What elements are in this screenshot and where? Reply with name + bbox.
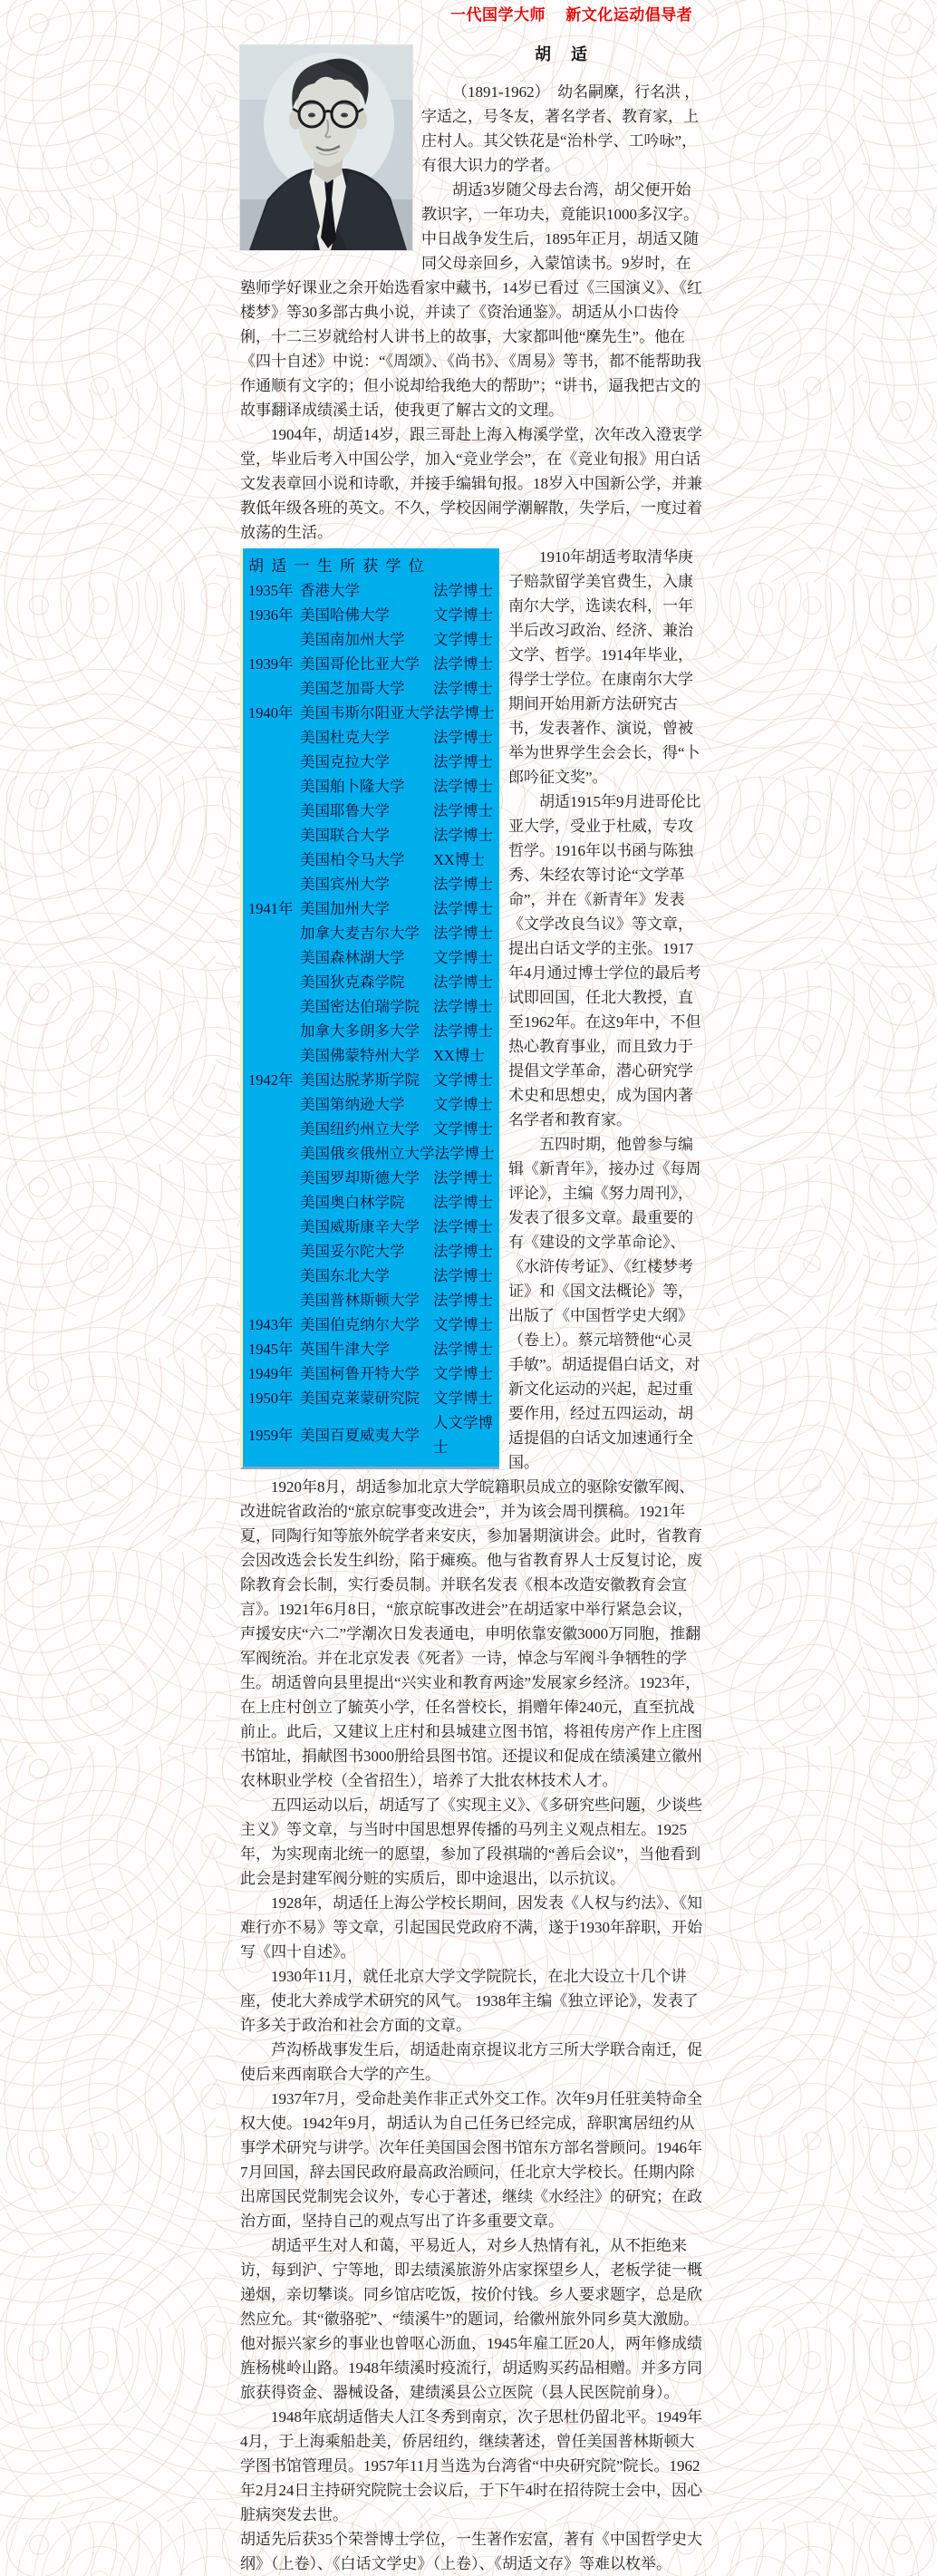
degree-university: 美国俄亥俄州立大学 bbox=[300, 1145, 435, 1162]
degree-year: 1942年 bbox=[248, 1071, 294, 1089]
degree-row bbox=[248, 603, 499, 627]
degree-title: 法学博士 bbox=[433, 778, 493, 795]
portrait-illustration bbox=[240, 45, 412, 250]
degree-title: 文学博士 bbox=[433, 631, 493, 648]
degree-year: 1935年 bbox=[248, 582, 294, 599]
degree-row bbox=[248, 847, 499, 872]
degree-row bbox=[248, 1288, 499, 1312]
degree-title: 法学博士 bbox=[433, 998, 493, 1015]
degree-university: 加拿大多朗多大学 bbox=[300, 1022, 420, 1040]
degree-row bbox=[248, 701, 499, 725]
article bbox=[240, 42, 702, 2576]
degree-university: 美国南加州大学 bbox=[300, 631, 405, 648]
degree-year: 1939年 bbox=[248, 655, 294, 673]
degree-row bbox=[248, 1386, 499, 1410]
degree-row bbox=[248, 1043, 499, 1068]
degree-title: 法学博士 bbox=[433, 655, 493, 673]
paragraph: 芦沟桥战事发生后，胡适赴南京提议北方三所大学联合南迁，促使后来西南联合大学的产生。 bbox=[240, 2041, 702, 2083]
degree-row bbox=[248, 1166, 499, 1190]
degree-university: 美国宾州大学 bbox=[300, 876, 390, 893]
degree-university: 美国普林斯顿大学 bbox=[300, 1292, 420, 1309]
degree-university: 美国舶卜隆大学 bbox=[300, 778, 405, 795]
degree-title: 法学博士 bbox=[433, 729, 493, 746]
degree-title: 法学博士 bbox=[433, 1292, 493, 1309]
degree-title: XX博士 bbox=[433, 1047, 485, 1064]
degree-year: 1950年 bbox=[248, 1390, 294, 1407]
degree-university: 美国妥尔陀大学 bbox=[300, 1243, 405, 1260]
degrees-table-header: 胡 适 一 生 所 获 学 位 bbox=[248, 557, 426, 575]
degree-row bbox=[248, 872, 499, 896]
degree-row bbox=[248, 1068, 499, 1092]
degree-row bbox=[248, 1337, 499, 1361]
degree-row bbox=[248, 1264, 499, 1288]
paragraph: 胡适3岁随父母去台湾，胡父便开始教识字，一年功夫，竟能识1000多汉字。中日战争发生后，1895年正月，胡适又随同父母亲回乡，入蒙馆读书。9岁时，在塾师学好课业之余开始选看家中藏书，14岁已看过《三国演义》、《红楼梦》等30多部古典小说，并读了《资治通鉴》。胡适从小口齿伶俐，十二三岁就给村人讲书上的故事，大家都叫他“穈先生”。他在《四十自述》中说：“《周颂》、《尚书》、《周易》等书，都不能帮助我作通顺有文字的；但小说却给我绝大的帮助”；“讲书，逼我把古文的故事翻译成绩溪土话，使我更了解古文的文理。 bbox=[240, 181, 702, 419]
paragraph: 胡适平生对人和蔼，平易近人，对乡人热情有礼，从不拒绝来访，每到沪、宁等地，即去绩溪旅游外店家探望乡人，老板学徒一概递烟，亲切攀谈。同乡馆店吃饭，按价付钱。乡人要求题字，总是欣然应允。其“徽骆驼”、“绩溪牛”的题词，给徽州旅外同乡莫大激励。他对振兴家乡的事业也曾呕心沥血，1945年雇工匠20人，两年修成绩旌杨桃岭山路。1948年绩溪时疫流行，胡适购买药品相赠。并多方同旅获得资金、器械设备，建绩溪县公立医院（县人民医院前身）。 bbox=[240, 2237, 702, 2401]
degree-title: 法学博士 bbox=[433, 753, 493, 770]
paragraph: 五四时期，他曾参与编辑《新青年》，接办过《每周评论》，主编《努力周刊》，发表了很多文章。最重要的有《建设的文学革命论》、《水浒传考证》、《红楼梦考证》和《国文法概论》等，出版了《中国哲学史大纲》（卷上）。蔡元培赞他“心灵手敏”。胡适提倡白话文，对新文化运动的兴起，起过重要作用，经过五四运动，胡适提倡的白话文加速通行全国。 bbox=[508, 1136, 701, 1471]
degree-title: 文学博士 bbox=[433, 606, 493, 624]
paragraph: 1928年，胡适任上海公学校长期间，因发表《人权与约法》、《知难行亦不易》等文章，引起国民党政府不满，遂于1930年辞职，开始写《四十自述》。 bbox=[240, 1894, 702, 1961]
person-name-heading: 胡 适 bbox=[535, 45, 589, 63]
degree-row bbox=[248, 896, 499, 921]
degree-year: 1945年 bbox=[248, 1341, 294, 1358]
degree-title: 法学博士 bbox=[433, 1194, 493, 1211]
degree-row bbox=[248, 970, 499, 994]
degree-title: 法学博士 bbox=[433, 925, 493, 942]
degree-row bbox=[248, 750, 499, 774]
degree-university: 美国狄克森学院 bbox=[300, 973, 405, 991]
degree-university: 香港大学 bbox=[300, 582, 360, 599]
degree-row bbox=[248, 1239, 499, 1264]
degree-year: 1940年 bbox=[248, 704, 294, 721]
paragraph: 1930年11月，就任北京大学文学院院长，在北大设立十几个讲座，使北大养成学术研究的风气。 1938年主编《独立评论》，发表了许多关于政治和社会方面的文章。 bbox=[240, 1968, 699, 2034]
degree-university: 美国芝加哥大学 bbox=[300, 680, 405, 697]
degree-university: 美国柯鲁开特大学 bbox=[300, 1365, 420, 1382]
degree-university: 美国第纳逊大学 bbox=[300, 1096, 405, 1113]
degree-university: 美国森林湖大学 bbox=[300, 949, 405, 966]
degree-title: 文学博士 bbox=[433, 1365, 493, 1382]
degree-university: 美国柏令马大学 bbox=[300, 851, 405, 868]
degree-row bbox=[248, 1410, 499, 1459]
degree-row bbox=[248, 945, 499, 970]
degree-row bbox=[248, 774, 499, 799]
degree-university: 美国奥白林学院 bbox=[300, 1194, 405, 1211]
degrees-table-rows bbox=[248, 578, 499, 1459]
degree-title: 文学博士 bbox=[433, 1071, 493, 1089]
degree-title: 法学博士 bbox=[433, 1169, 493, 1186]
degree-title: XX博士 bbox=[433, 851, 485, 868]
degree-university: 美国加州大学 bbox=[300, 900, 390, 917]
degree-university: 美国纽约州立大学 bbox=[300, 1120, 420, 1138]
degree-university: 英国牛津大学 bbox=[300, 1341, 390, 1358]
degree-year: 1936年 bbox=[248, 606, 294, 624]
degree-year: 1943年 bbox=[248, 1316, 294, 1333]
hu-shih-photo bbox=[240, 45, 412, 250]
degree-row bbox=[248, 799, 499, 823]
paragraph: （1891-1962） 幼名嗣穈，行名洪 ，字适之，号冬友，著名学者、教育家，上庄村人。其父铁花是“治朴学、工吟咏”，有很大识力的学者。 bbox=[421, 83, 700, 174]
degree-title: 法学博士 bbox=[433, 876, 493, 893]
degree-university: 美国耶鲁大学 bbox=[300, 802, 390, 819]
degree-year: 1941年 bbox=[248, 900, 294, 917]
paragraph: 1910年胡适考取清华庚子赔款留学美官费生，入康南尔大学，选读农科，一年半后改习政治、经济、兼治文学、哲学。1914年毕业，得学士学位。在康南尔大学期间开始用新方法研究古书，发表著作、演说，曾被举为世界学生会会长，得“卜郎吟征文奖”。 bbox=[508, 548, 700, 786]
degree-year: 1949年 bbox=[248, 1365, 294, 1382]
degree-university: 美国罗却斯德大学 bbox=[300, 1169, 420, 1186]
degree-title: 法学博士 bbox=[434, 704, 495, 721]
degree-university: 美国哈佛大学 bbox=[300, 606, 390, 624]
degree-university: 美国杜克大学 bbox=[300, 729, 390, 746]
degree-university: 美国密达伯瑞学院 bbox=[300, 998, 420, 1015]
degree-row bbox=[248, 1361, 499, 1386]
paragraph: 五四运动以后，胡适写了《实现主义》、《多研究些问题，少谈些主义》等文章，与当时中国思想界传播的马列主义观点相左。1925年，为实现南北统一的愿望，参加了段祺瑞的“善后会议”，当他看到此会是封建军阀分赃的实质后，即中途退出，以示抗议。 bbox=[240, 1796, 702, 1887]
degree-row bbox=[248, 823, 499, 847]
degree-title: 文学博士 bbox=[433, 1096, 493, 1113]
degree-title: 法学博士 bbox=[433, 1218, 493, 1235]
degree-title: 法学博士 bbox=[433, 973, 493, 991]
degree-row bbox=[248, 1117, 499, 1141]
degree-row bbox=[248, 994, 499, 1019]
page-title: 一代国学大师 新文化运动倡导者 bbox=[450, 6, 693, 24]
paragraph: 1948年底胡适偕夫人江冬秀到南京，次子思杜仍留北平。1949年4月，于上海乘船赴美，侨居纽约，继续著述，曾任美国普林斯顿大学图书馆管理员。1957年11月当选为台湾省“中央研究院”院长。1962年2月24日主持研究院院士会议后，于下午4时在招待院士会中，因心脏病突发去世。 bbox=[240, 2408, 702, 2523]
degree-university: 加拿大麦吉尔大学 bbox=[300, 925, 420, 942]
degree-title: 法学博士 bbox=[434, 1145, 495, 1162]
degree-row bbox=[248, 1215, 499, 1239]
degree-university: 美国百夏威夷大学 bbox=[300, 1426, 420, 1444]
degree-title: 文学博士 bbox=[433, 1120, 493, 1138]
degree-university: 美国伯克纳尔大学 bbox=[300, 1316, 420, 1333]
paragraph: 胡适1915年9月进哥伦比亚大学，受业于杜威，专攻哲学。1916年以书函与陈独秀、朱经农等讨论“文学革命”，并在《新青年》发表《文学改良刍议》等文章，提出白话文学的主张。1917年4月通过博士学位的最后考试即回国，任北大教授，直至1962年。在这9年中，不但热心教育事业，而且致力于提倡文学革命，潜心研究学术史和思想史，成为国内著名学者和教育家。 bbox=[508, 793, 701, 1128]
degree-university: 美国克拉大学 bbox=[300, 753, 390, 770]
degree-title: 法学博士 bbox=[433, 1022, 493, 1040]
degree-row bbox=[248, 627, 499, 652]
degree-row bbox=[248, 578, 499, 603]
degree-title: 文学博士 bbox=[433, 949, 493, 966]
degree-university: 美国威斯康辛大学 bbox=[300, 1218, 420, 1235]
degree-university: 美国达脱茅斯学院 bbox=[300, 1071, 420, 1089]
degree-title: 文学博士 bbox=[433, 1316, 493, 1333]
degree-row bbox=[248, 921, 499, 945]
degree-university: 美国佛蒙特州大学 bbox=[300, 1047, 420, 1064]
paragraph: 1904年，胡适14岁，跟三哥赴上海入梅溪学堂，次年改入澄衷学堂，毕业后考入中国公学，加入“竞业学会”，在《竞业旬报》用白话文发表章回小说和诗歌，并接手编辑旬报。18岁入中国新公学，并兼教低年级各班的英文。不久，学校因闹学潮解散，失学后，一度过着放荡的生活。 bbox=[240, 426, 702, 541]
degree-row bbox=[248, 676, 499, 701]
degree-row bbox=[248, 1092, 499, 1117]
degree-title: 法学博士 bbox=[433, 827, 493, 844]
degree-university: 美国韦斯尔阳亚大学 bbox=[300, 704, 435, 721]
degree-title: 法学博士 bbox=[433, 1243, 493, 1260]
degrees-table bbox=[240, 548, 499, 1469]
degree-title: 文学博士 bbox=[433, 1390, 493, 1407]
degree-year: 1959年 bbox=[248, 1426, 294, 1444]
degree-row bbox=[248, 652, 499, 676]
degree-title: 法学博士 bbox=[433, 1341, 493, 1358]
degree-row bbox=[248, 725, 499, 750]
degree-title: 法学博士 bbox=[433, 582, 493, 599]
paragraph: 1937年7月，受命赴美作非正式外交工作。次年9月任驻美特命全权大使。1942年9月，胡适认为自己任务已经完成，辞职寓居纽约从事学术研究与讲学。次年任美国国会图书馆东方部名誉顾问。1946年7月回国，辞去国民政府最高政治顾问，任北京大学校长。任期内除出席国民党制宪会议外，专心于著述，继续《水经注》的研究；在政治方面，坚持自己的观点写出了许多重要文章。 bbox=[240, 2090, 702, 2230]
page-content bbox=[240, 0, 702, 2576]
degree-row bbox=[248, 1141, 499, 1166]
paragraph: 1920年8月，胡适参加北京大学皖籍职员成立的驱除安徽军阀、改进皖省政治的“旅京皖事变改进会”，并为该会周刊撰稿。1921年夏，同陶行知等旅外皖学者来安庆，参加暑期演讲会。此时，省教育会因改选会长发生纠纷，陷于瘫痪。他与省教育界人士反复讨论，废除教育会长制，实行委员制。并联名发表《根本改造安徽教育会宣言》。1921年6月8日，“旅京皖事改进会”在胡适家中举行紧急会议，声援安庆“六二”学潮次日发表通电，申明依靠安徽3000万同胞，推翻军阀统治。并在北京发表《死者》一诗，悼念与军阀斗争牺牲的学生。胡适曾向县里提出“兴实业和教育两途”发展家乡经济。1923年，在上庄村创立了毓英小学，任名誉校长，捐赠年俸240元，直至抗战前止。此后，又建议上庄村和县城建立图书馆，将祖传房产作上庄图书馆址，捐献图书3000册给县图书馆。还提议和促成在绩溪建立徽州农林职业学校（全省招生），培养了大批农林技术人才。 bbox=[240, 1478, 702, 1789]
degree-title: 法学博士 bbox=[433, 802, 493, 819]
degree-title: 法学博士 bbox=[433, 900, 493, 917]
degree-university: 美国东北大学 bbox=[300, 1267, 390, 1284]
degree-university: 美国克莱蒙研究院 bbox=[300, 1390, 420, 1407]
degree-row bbox=[248, 1019, 499, 1043]
closing-paragraph: 胡适先后获35个荣誉博士学位，一生著作宏富，著有《中国哲学史大纲》（上卷）、《白话文学史》（上卷）、《胡适文存》等难以枚举。 bbox=[240, 2531, 702, 2572]
degree-row bbox=[248, 1190, 499, 1215]
degree-university: 美国哥伦比亚大学 bbox=[300, 655, 420, 673]
degree-row bbox=[248, 1312, 499, 1337]
degree-title: 人文学博士 bbox=[433, 1414, 493, 1456]
degree-university: 美国联合大学 bbox=[300, 827, 390, 844]
degree-title: 法学博士 bbox=[433, 1267, 493, 1284]
degree-title: 法学博士 bbox=[433, 680, 493, 697]
